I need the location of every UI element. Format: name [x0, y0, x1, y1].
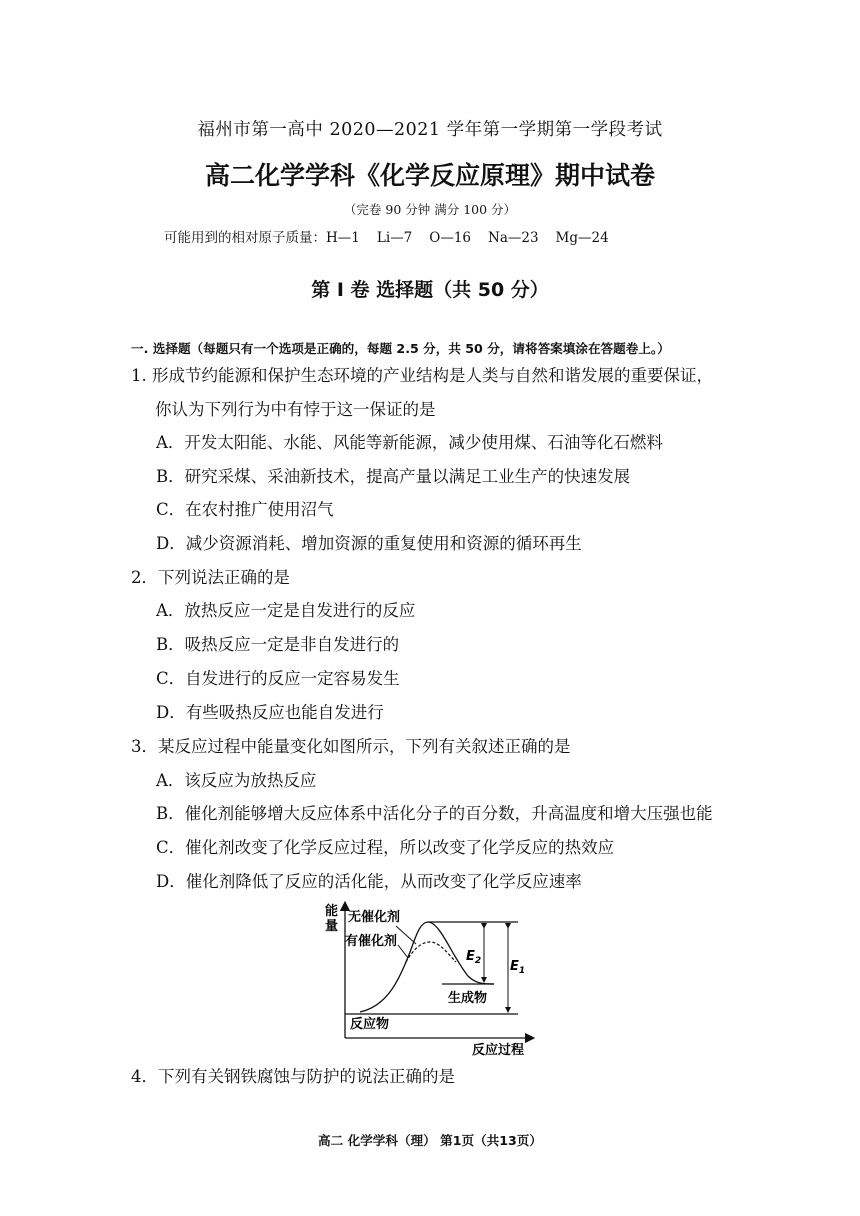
- relative-atomic-masses: [164, 226, 626, 246]
- question-1-option-a: A．开发太阳能、水能、风能等新能源，减少使用煤、石油等化石燃料: [156, 433, 663, 452]
- e2-letter: E: [466, 949, 475, 964]
- exam-title: 高二化学学科《化学反应原理》期中试卷: [204, 161, 655, 190]
- question-2-option-a: A．放热反应一定是自发进行的反应: [156, 601, 416, 620]
- school-exam-line: 福州市第一高中 2020—2021 学年第一学期第一学段考试: [197, 120, 663, 140]
- energy-profile-diagram: [318, 898, 558, 1060]
- question-3-option-b: B．催化剂能够增大反应体系中活化分子的百分数，升高温度和增大压强也能: [156, 804, 713, 823]
- product-label: 生成物: [448, 991, 488, 1006]
- mass-item: O—16: [429, 230, 471, 246]
- no-catalyst-label: 无催化剂: [348, 910, 401, 925]
- e1-letter: E: [510, 959, 519, 974]
- y-axis-label-2: 量: [325, 919, 339, 934]
- reactant-label: 反应物: [350, 1017, 390, 1032]
- exam-duration-score: （完卷 90 分钟 满分 100 分）: [343, 202, 517, 217]
- page-footer: 高二 化学学科（理） 第1页（共13页）: [318, 1133, 542, 1148]
- e2-label: [466, 949, 481, 966]
- with-catalyst-label: 有催化剂: [345, 934, 398, 949]
- mass-item: Na—23: [488, 230, 539, 246]
- mass-item: Li—7: [376, 230, 413, 246]
- question-3-option-d: D．催化剂降低了反应的活化能，从而改变了化学反应速率: [156, 872, 582, 891]
- mass-item: Mg—24: [555, 230, 609, 246]
- question-2-option-d: D．有些吸热反应也能自发进行: [156, 703, 384, 722]
- no-catalyst-pointer: [396, 926, 416, 944]
- e2-subscript: 2: [474, 956, 482, 966]
- mass-item: H—1: [326, 230, 360, 246]
- question-3-option-a: A．该反应为放热反应: [156, 771, 317, 790]
- question-2-option-c: C．自发进行的反应一定容易发生: [156, 669, 400, 688]
- with-catalyst-pointer: [398, 945, 408, 958]
- question-3-stem: 3．某反应过程中能量变化如图所示，下列有关叙述正确的是: [131, 737, 571, 756]
- x-axis-label: 反应过程: [472, 1043, 525, 1058]
- y-axis-label-1: 能: [325, 904, 339, 919]
- question-1-option-c: C．在农村推广使用沼气: [156, 500, 334, 519]
- masses-prefix: 可能用到的相对原子质量：: [164, 230, 326, 246]
- question-1-stem: 1. 形成节约能源和保护生态环境的产业结构是人类与自然和谐发展的重要保证，: [131, 366, 713, 385]
- section-instruction: 一. 选择题（每题只有一个选项是正确的，每题 2.5 分，共 50 分，请将答案填涂在答题卷上。）: [131, 341, 670, 356]
- question-1-option-b: B．研究采煤、采油新技术，提高产量以满足工业生产的快速发展: [156, 467, 631, 486]
- question-2-option-b: B．吸热反应一定是非自发进行的: [156, 635, 400, 654]
- e1-label: [510, 959, 525, 976]
- question-3-option-c: C．催化剂改变了化学反应过程，所以改变了化学反应的热效应: [156, 838, 615, 857]
- question-1-option-d: D．减少资源消耗、增加资源的重复使用和资源的循环再生: [156, 534, 582, 553]
- e1-subscript: 1: [518, 966, 526, 976]
- question-2-stem: 2．下列说法正确的是: [131, 568, 290, 587]
- question-4-stem: 4．下列有关钢铁腐蚀与防护的说法正确的是: [131, 1067, 455, 1086]
- section-title: 第 I 卷 选择题（共 50 分）: [311, 279, 549, 301]
- question-1-stem-cont: 你认为下列行为中有悖于这一保证的是: [155, 400, 436, 419]
